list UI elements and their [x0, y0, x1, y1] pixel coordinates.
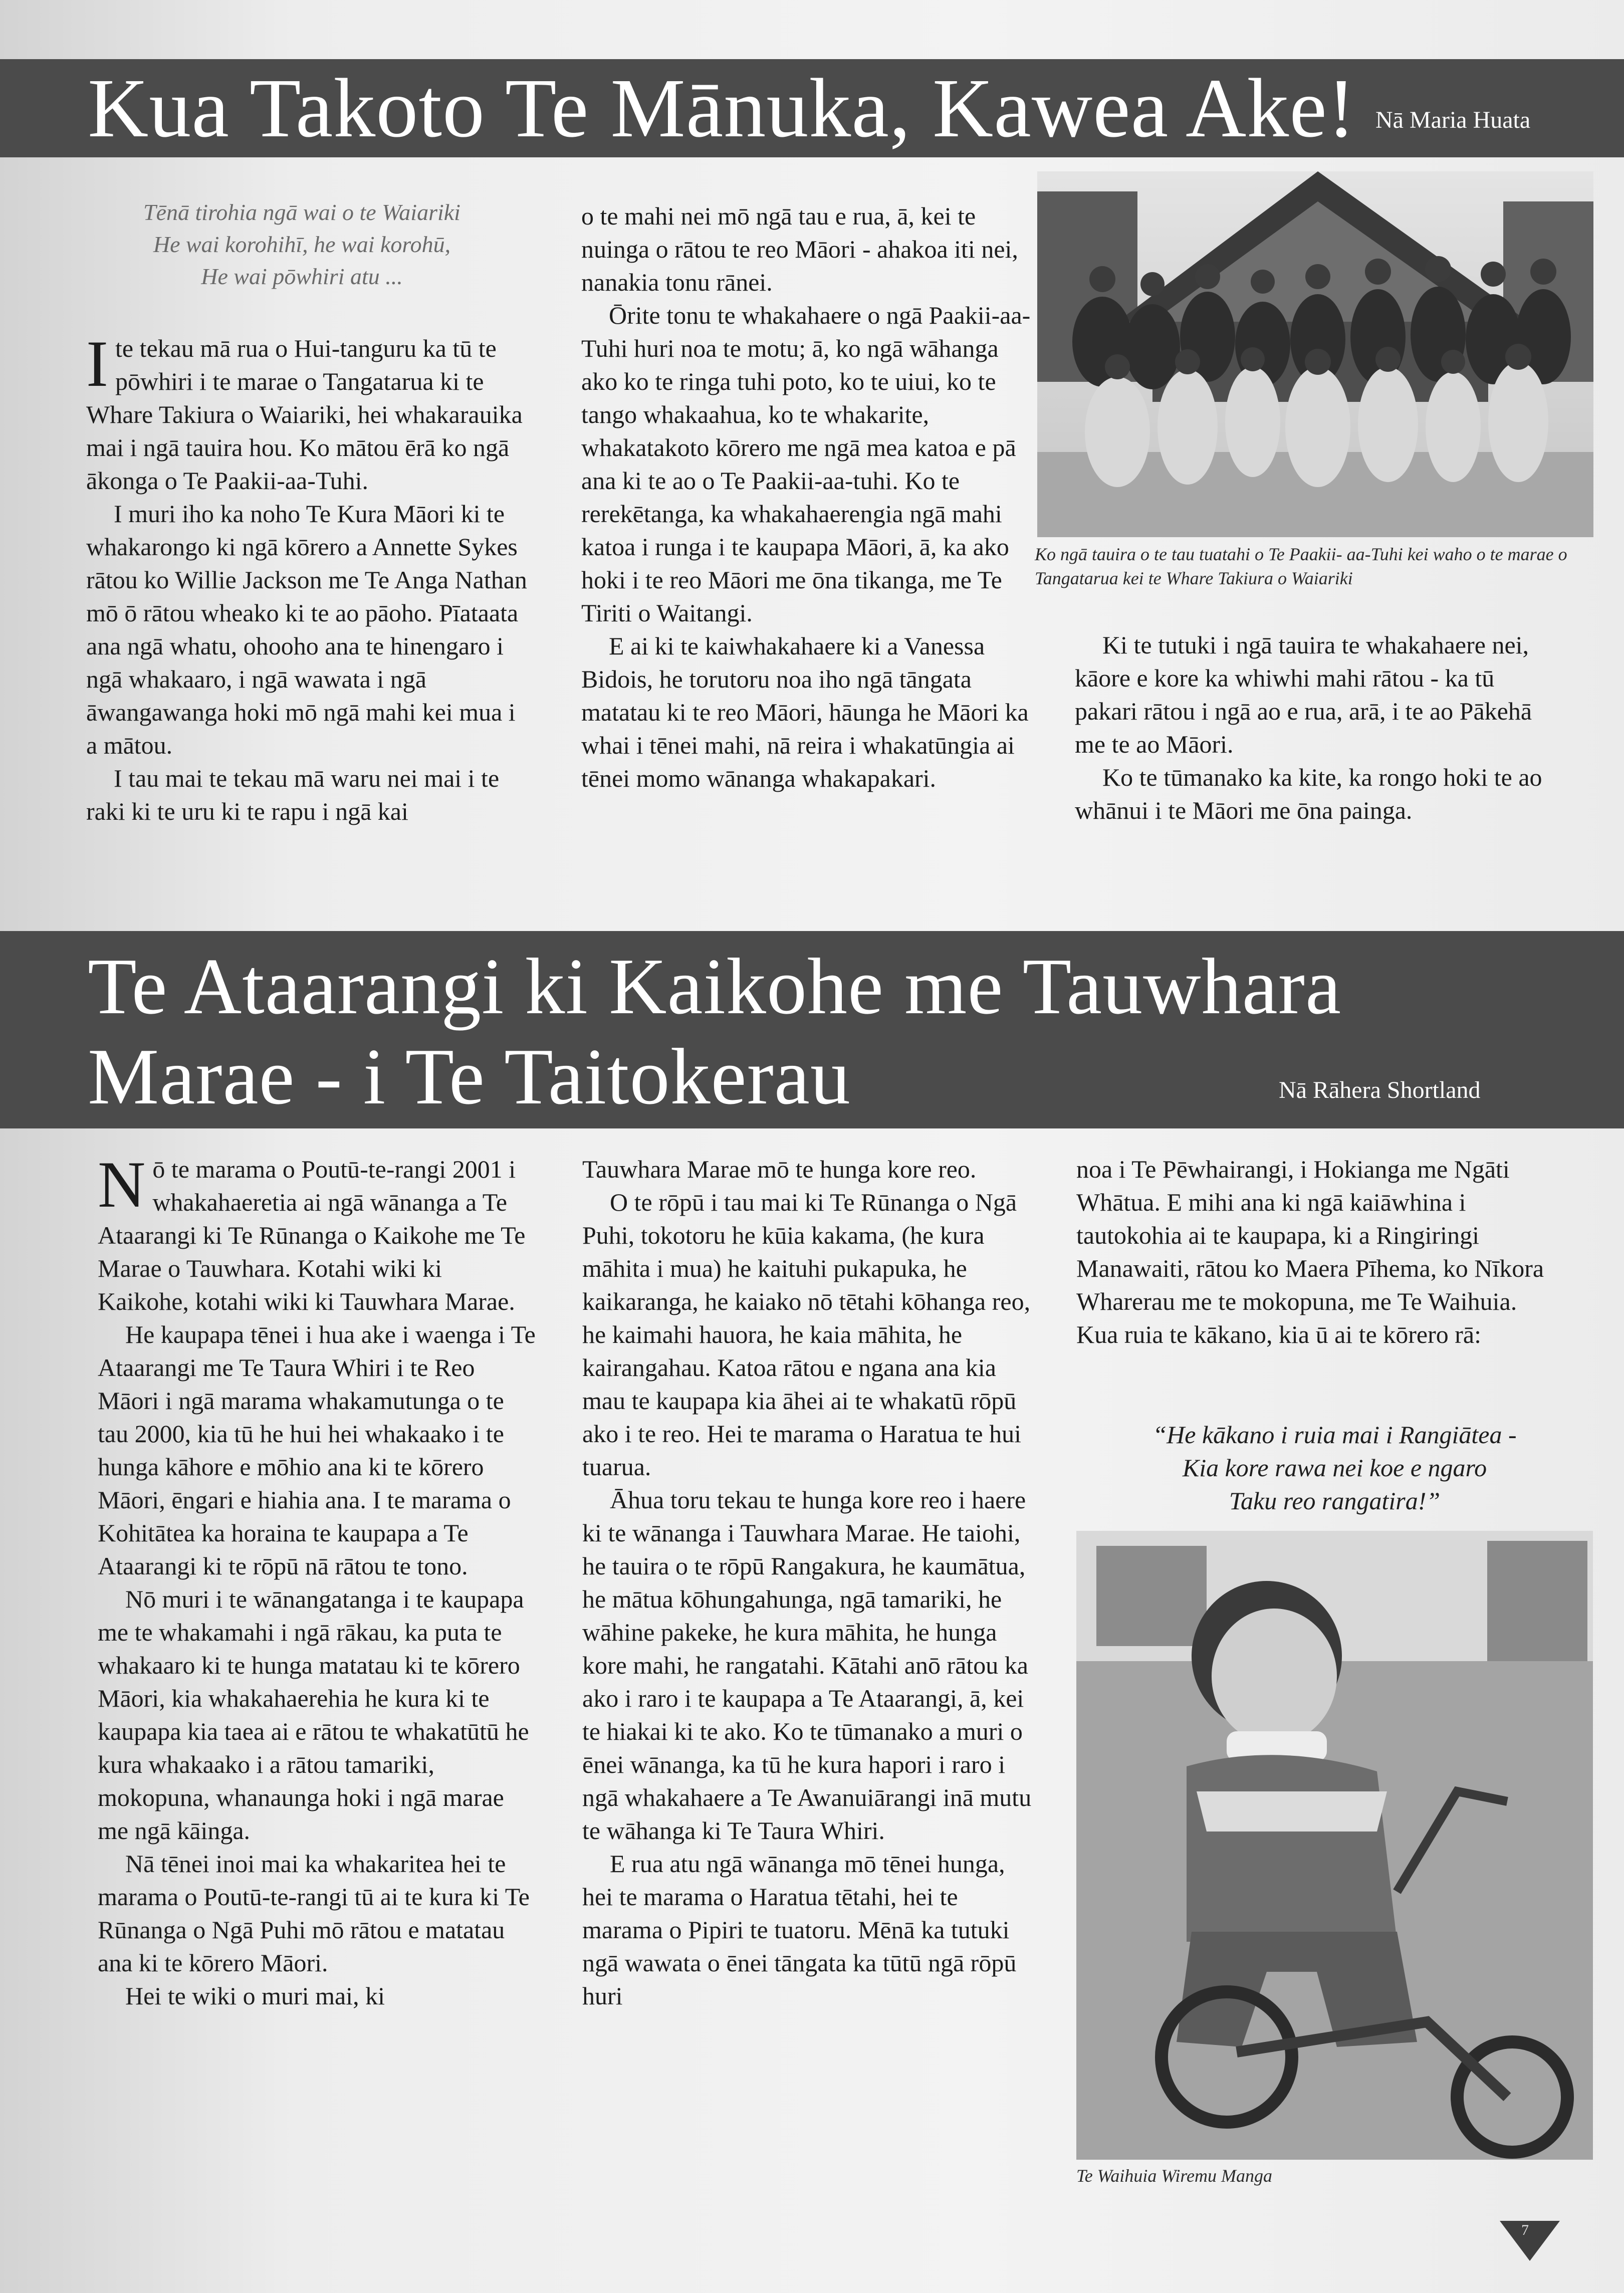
article2-title-line-1: Te Ataarangi ki Kaikohe me Tauwhara [88, 942, 1342, 1031]
article2-column-3 [1076, 1153, 1547, 1351]
article2-column-1 [98, 1148, 539, 2012]
article1-column-3 [1075, 628, 1556, 827]
verse-line: Tēnā tirohia ngā wai o te Waiariki [143, 199, 460, 225]
article1-paragraph: I tau mai te tekau mā waru nei mai i te raki ki te uru ki te rapu i ngā kai [86, 764, 500, 825]
article1-paragraph: E ai ki te kaiwhakahaere ki a Vanessa Bidois, he torutoru noa iho ngā tāngata matatau ki te reo Māori, hāunga he Māori ka whai i tēnei mahi, nā reira i whakatūngia ai tēnei momo wānanga whakapakari. [581, 632, 1029, 792]
article2-column-2 [582, 1153, 1033, 2012]
group-photo-image [1037, 171, 1593, 537]
article1-paragraph: o te mahi nei mō ngā tau e rua, ā, kei te nuinga o rātou te reo Māori - ahakoa iti nei, nanakia tonu rānei. [581, 202, 1018, 296]
verse-line: He wai korohihī, he wai korohū, [153, 232, 451, 257]
article2-title-line-2: Marae - i Te Taitokerau [88, 1032, 851, 1121]
article2-paragraph: Tauwhara Marae mō te hunga kore reo. [582, 1155, 977, 1183]
article1-title: Kua Takoto Te Mānuka, Kawea Ake! [88, 62, 1356, 155]
article1-paragraph: Ko te tūmanako ka kite, ka rongo hoki te ao whānui i te Māori me ōna painga. [1075, 763, 1542, 824]
article1-paragraph: Ki te tutuki i ngā tauira te whakahaere nei, kāore e kore ka whiwhi mahi rātou - ka tū pakari rātou i ngā ao e rua, arā, i te ao Pākehā me te ao Māori. [1075, 631, 1532, 758]
group-photo-caption: Ko ngā tauira o te tau tuatahi o Te Paakii- aa-Tuhi kei waho o te marae o Tangatarua kei te Whare Takiura o Waiariki [1035, 544, 1567, 588]
child-photo-caption: Te Waihuia Wiremu Manga [1076, 2166, 1273, 2186]
article1-paragraph: I muri iho ka noho Te Kura Māori ki te whakarongo ki ngā kōrero a Annette Sykes rātou ko Willie Jackson me Te Anga Nathan mō ō rātou wheako ki te ao pāoho. Pīataata ana ngā whatu, ohooho ana te hinengaro i ngā whakaaro, i ngā wawata i ngā āwangawanga hoki mō ngā mahi kei mua i a mātou. [86, 500, 527, 759]
quote-line: Kia kore rawa nei koe e ngaro [1182, 1454, 1487, 1482]
verse-line: He wai pōwhiri atu ... [201, 264, 403, 289]
quote-line: Taku reo rangatira!” [1229, 1487, 1441, 1515]
article1-column-1 [86, 327, 527, 828]
article2-paragraph: He kaupapa tēnei i hua ake i waenga i Te Ataarangi me Te Taura Whiri i te Reo Māori i ngā marama whakamutunga o te tau 2000, kia tū he hui hei whakaako i te hunga kāhore e mōhio ana ki te kōrero Māori, ēngari e hiahia ana. I te marama o Kohitātea ka horaina te kaupapa a Te Ataarangi ki te rōpū nā rātou te tono. [98, 1320, 536, 1580]
article2-paragraph: O te rōpū i tau mai ki Te Rūnanga o Ngā Puhi, tokotoru he kūia kakama, (he kura māhita i mua) he kaituhi pukapuka, he kaikaranga, he kaiako nō tētahi kōhanga reo, he kaimahi hauora, he kaia māhita, he kairangahau. Katoa rātou e ngana ana kia mau te kaupapa kia āhei ai te whakatū rōpū ako i te reo. Hei te marama o Haratua te hui tuarua. [582, 1188, 1031, 1481]
child-photo [1076, 1531, 1593, 2160]
page-arrow-icon [1500, 2221, 1560, 2261]
article1-paragraph: Ōrite tonu te whakahaere o ngā Paakii-aa-Tuhi huri noa te motu; ā, ko ngā wāhanga ako ko te ringa tuhi poto, ko te uiui, ko te tango whakaahua, ko te whakarite, whakatakoto kōrero me ngā mea katoa e pā ana ki te ao o Te Paakii-aa-tuhi. Ko te rerekētanga, ka whakahaerengia ngā mahi katoa i runga i te kaupapa Māori, ā, ka ako hoki i te reo Māori me ōna tikanga, me Te Tiriti o Waitangi. [581, 301, 1031, 627]
article2-paragraph: Nō te marama o Poutū-te-rangi 2001 i whakahaeretia ai ngā wānanga a Te Ataarangi ki Te Rūnanga o Kaikohe me Te Marae o Tauwhara. Kotahi wiki ki Kaikohe, kotahi wiki ki Tauwhara Marae. [98, 1148, 526, 1315]
child-photo-image [1076, 1531, 1593, 2160]
drop-cap: N [98, 1148, 146, 1221]
article2-paragraph: Hei te wiki o muri mai, ki [125, 1982, 385, 2010]
article1-byline: Nā Maria Huata [1375, 107, 1531, 133]
article2-paragraph: noa i Te Pēwhairangi, i Hokianga me Ngāti Whātua. E mihi ana ki ngā kaiāwhina i tautokohia ai te kaupapa, ki a Ringiringi Manawaiti, rātou ko Maera Pīhema, ko Nīkora Wharerau me te mokopuna, me Te Waihuia. Kua ruia te kākano, kia ū ai te kōrero rā: [1076, 1155, 1544, 1348]
opening-verse [80, 196, 524, 293]
article2-paragraph: Nā tēnei inoi mai ka whakaritea hei te marama o Poutū-te-rangi tū ai te kura ki Te Rūnanga o Ngā Puhi mō rātou e matatau ana ki te kōrero Māori. [98, 1850, 530, 1977]
article2-paragraph: E rua atu ngā wānanga mō tēnei hunga, hei te marama o Haratua tētahi, hei te marama o Pipiri te tuatoru. Mēnā ka tutuki ngā wawata o ēnei tāngata ka tūtū ngā rōpū huri [582, 1850, 1017, 2010]
article1-column-2 [581, 199, 1032, 795]
drop-cap: I [86, 327, 108, 400]
quote-line: “He kākano i ruia mai i Rangiātea - [1152, 1421, 1517, 1449]
proverb-quote [1076, 1418, 1593, 1517]
article2-paragraph: Nō muri i te wānangatanga i te kaupapa me te whakamahi i ngā rākau, ka puta te whakaaro ki te hunga matatau ki te kōrero Māori, kia whakahaerehia he kura ki te kaupapa kia taea ai e rātou te whakatūtū he kura whakaako i a rātou tamariki, mokopuna, whanaunga hoki i ngā marae me ngā kāinga. [98, 1585, 529, 1845]
page-number: 7 [1521, 2222, 1529, 2238]
article1-paragraph: Ite tekau mā rua o Hui-tanguru ka tū te pōwhiri i te marae o Tangatarua ki te Whare Takiura o Waiariki, hei whakarauika mai i ngā tauira hou. Ko mātou ērā ko ngā ākonga o Te Paakii-aa-Tuhi. [86, 327, 523, 495]
article2-byline: Nā Rāhera Shortland [1279, 1077, 1481, 1103]
article2-paragraph: Āhua toru tekau te hunga kore reo i haere ki te wānanga i Tauwhara Marae. He taiohi, he tauira o te rōpū Rangakura, he kaumātua, he mātua kōhungahunga, ngā tamariki, he wāhine pakeke, he kura māhita, he hunga kore mahi, he rangatahi. Kātahi anō rātou ka ako i raro i te kaupapa a Te Ataarangi, ā, kei te hiakai ki te ako. Ko te tūmanako a muri o ēnei wānanga, ka tū he kura hapori i raro i ngā whakahaere a Te Awanuiārangi inā mutu te wāhanga ki Te Taura Whiri. [582, 1486, 1032, 1845]
group-photo [1037, 171, 1593, 537]
